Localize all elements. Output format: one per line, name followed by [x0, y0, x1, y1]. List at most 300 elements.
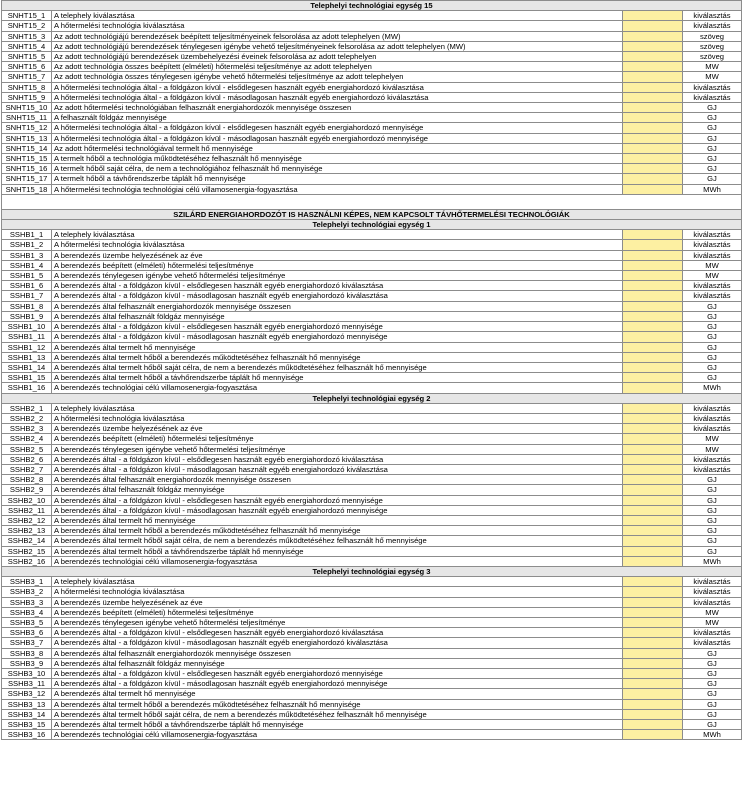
- row-unit: MW: [683, 271, 742, 281]
- value-input-cell[interactable]: [623, 587, 683, 597]
- form-sheet: [1, 0, 742, 740]
- table-row: [2, 515, 742, 525]
- row-code: SSHB3_2: [2, 587, 52, 597]
- table-row: [2, 607, 742, 617]
- row-description: A berendezés által termelt hőből a távhőrendszerbe táplált hő mennyisége: [52, 546, 623, 556]
- table-row: [2, 362, 742, 372]
- row-code: SNHT15_8: [2, 82, 52, 92]
- row-description: A hőtermelési technológia kiválasztása: [52, 240, 623, 250]
- table-row: [2, 260, 742, 270]
- row-code: SSHB1_9: [2, 311, 52, 321]
- row-code: SNHT15_6: [2, 62, 52, 72]
- row-description: A termelt hőből a technológia működtetéséhez felhasznált hő mennyisége: [52, 154, 623, 164]
- table-row: [2, 444, 742, 454]
- row-code: SNHT15_10: [2, 103, 52, 113]
- row-code: SSHB3_12: [2, 689, 52, 699]
- row-description: A berendezés által termelt hőből saját célra, de nem a berendezés működtetéséhez felhasznált hő mennyisége: [52, 536, 623, 546]
- row-description: A telephely kiválasztása: [52, 403, 623, 413]
- value-input-cell[interactable]: [623, 342, 683, 352]
- table-row: [2, 133, 742, 143]
- row-code: SSHB1_5: [2, 271, 52, 281]
- table-row: [2, 577, 742, 587]
- row-unit: GJ: [683, 720, 742, 730]
- row-code: SNHT15_15: [2, 154, 52, 164]
- row-unit: GJ: [683, 495, 742, 505]
- row-unit: kiválasztás: [683, 454, 742, 464]
- table-row: [2, 113, 742, 123]
- row-unit: GJ: [683, 475, 742, 485]
- row-description: A berendezés által - a földgázon kívül - másodlagosan használt egyéb energiahordozó mennyisége: [52, 332, 623, 342]
- table-row: [2, 536, 742, 546]
- row-description: A berendezés üzembe helyezésének az éve: [52, 597, 623, 607]
- row-unit: kiválasztás: [683, 291, 742, 301]
- row-description: A berendezés által termelt hőből a távhőrendszerbe táplált hő mennyisége: [52, 720, 623, 730]
- row-code: SSHB3_5: [2, 617, 52, 627]
- table-row: [2, 475, 742, 485]
- value-input-cell[interactable]: [623, 628, 683, 638]
- row-unit: GJ: [683, 342, 742, 352]
- table-row: [2, 143, 742, 153]
- row-unit: MW: [683, 62, 742, 72]
- table-row: [2, 82, 742, 92]
- row-description: A berendezés ténylegesen igénybe vehető hőtermelési teljesítménye: [52, 271, 623, 281]
- row-unit: kiválasztás: [683, 403, 742, 413]
- row-unit: kiválasztás: [683, 597, 742, 607]
- table-row: [2, 250, 742, 260]
- row-description: Az adott hőtermelési technológiában felhasznált energiahordozók mennyisége összesen: [52, 103, 623, 113]
- value-input-cell[interactable]: [623, 250, 683, 260]
- value-input-cell[interactable]: [623, 154, 683, 164]
- row-code: SNHT15_2: [2, 21, 52, 31]
- table-row: [2, 373, 742, 383]
- row-code: SSHB3_4: [2, 607, 52, 617]
- row-code: SSHB2_3: [2, 424, 52, 434]
- value-input-cell[interactable]: [623, 281, 683, 291]
- row-description: A berendezés által - a földgázon kívül - elsődlegesen használt egyéb energiahordozó kiválasztása: [52, 281, 623, 291]
- row-description: A berendezés által - a földgázon kívül - másodlagosan használt egyéb energiahordozó mennyisége: [52, 679, 623, 689]
- table-row: [2, 332, 742, 342]
- sheet-body: [2, 1, 742, 740]
- row-code: SSHB2_7: [2, 464, 52, 474]
- row-unit: kiválasztás: [683, 21, 742, 31]
- value-input-cell[interactable]: [623, 699, 683, 709]
- value-input-cell[interactable]: [623, 383, 683, 393]
- table-row: [2, 730, 742, 740]
- value-input-cell[interactable]: [623, 475, 683, 485]
- value-input-cell[interactable]: [623, 41, 683, 51]
- value-input-cell[interactable]: [623, 546, 683, 556]
- table-row: [2, 184, 742, 194]
- value-input-cell[interactable]: [623, 184, 683, 194]
- value-input-cell[interactable]: [623, 464, 683, 474]
- row-description: A hőtermelési technológia által - a földgázon kívül - másodlagosan használt egyéb energiahordozó kiválasztása: [52, 92, 623, 102]
- table-row: [2, 11, 742, 21]
- row-unit: GJ: [683, 689, 742, 699]
- table-row: [2, 154, 742, 164]
- row-description: A felhasznált földgáz mennyisége: [52, 113, 623, 123]
- row-unit: MWh: [683, 730, 742, 740]
- value-input-cell[interactable]: [623, 709, 683, 719]
- section-heading: Telephelyi technológiai egység 15: [2, 1, 742, 11]
- row-description: A berendezés által termelt hőből a berendezés működtetéséhez felhasznált hő mennyisége: [52, 352, 623, 362]
- value-input-cell[interactable]: [623, 322, 683, 332]
- row-code: SSHB3_1: [2, 577, 52, 587]
- value-input-cell[interactable]: [623, 444, 683, 454]
- row-code: SSHB1_16: [2, 383, 52, 393]
- row-code: SSHB1_2: [2, 240, 52, 250]
- value-input-cell[interactable]: [623, 291, 683, 301]
- row-code: SSHB1_6: [2, 281, 52, 291]
- row-code: SSHB3_8: [2, 648, 52, 658]
- table-row: [2, 322, 742, 332]
- table-row: [2, 92, 742, 102]
- row-description: A berendezés által - a földgázon kívül - elsődlegesen használt egyéb energiahordozó kiválasztása: [52, 454, 623, 464]
- row-code: SSHB3_15: [2, 720, 52, 730]
- block-title-row: [2, 209, 742, 219]
- row-description: A berendezés beépített (elméleti) hőtermelési teljesítménye: [52, 607, 623, 617]
- row-code: SSHB2_2: [2, 413, 52, 423]
- value-input-cell[interactable]: [623, 495, 683, 505]
- row-description: A berendezés által - a földgázon kívül - másodlagosan használt egyéb energiahordozó kiválasztása: [52, 638, 623, 648]
- row-unit: kiválasztás: [683, 82, 742, 92]
- row-description: A berendezés által - a földgázon kívül - elsődlegesen használt egyéb energiahordozó mennyisége: [52, 669, 623, 679]
- row-description: Az adott technológia összes beépített (elméleti) hőtermelési teljesítménye az adott telephelyen: [52, 62, 623, 72]
- row-unit: szöveg: [683, 52, 742, 62]
- row-unit: MW: [683, 72, 742, 82]
- row-unit: GJ: [683, 515, 742, 525]
- row-unit: GJ: [683, 332, 742, 342]
- row-code: SSHB2_14: [2, 536, 52, 546]
- row-description: A telephely kiválasztása: [52, 11, 623, 21]
- table-row: [2, 434, 742, 444]
- section-heading-row: [2, 220, 742, 230]
- value-input-cell[interactable]: [623, 123, 683, 133]
- row-unit: GJ: [683, 154, 742, 164]
- table-row: [2, 52, 742, 62]
- value-input-cell[interactable]: [623, 174, 683, 184]
- row-description: A berendezés által termelt hőből a berendezés működtetéséhez felhasznált hő mennyisége: [52, 526, 623, 536]
- row-description: Az adott technológiájú berendezések beépített teljesítményeinek felsorolása az adott telephelyen (MW): [52, 31, 623, 41]
- row-unit: MWh: [683, 556, 742, 566]
- row-description: A berendezés által - a földgázon kívül - másodlagosan használt egyéb energiahordozó kiválasztása: [52, 291, 623, 301]
- row-unit: GJ: [683, 709, 742, 719]
- row-description: A berendezés technológiai célú villamosenergia-fogyasztása: [52, 730, 623, 740]
- table-row: [2, 546, 742, 556]
- value-input-cell[interactable]: [623, 72, 683, 82]
- row-code: SSHB1_7: [2, 291, 52, 301]
- value-input-cell[interactable]: [623, 485, 683, 495]
- row-code: SSHB3_11: [2, 679, 52, 689]
- row-code: SSHB3_13: [2, 699, 52, 709]
- row-code: SNHT15_18: [2, 184, 52, 194]
- row-code: SSHB3_7: [2, 638, 52, 648]
- value-input-cell[interactable]: [623, 164, 683, 174]
- value-input-cell[interactable]: [623, 454, 683, 464]
- row-unit: MW: [683, 607, 742, 617]
- table-row: [2, 485, 742, 495]
- table-row: [2, 628, 742, 638]
- value-input-cell[interactable]: [623, 720, 683, 730]
- row-code: SNHT15_7: [2, 72, 52, 82]
- row-unit: kiválasztás: [683, 464, 742, 474]
- row-description: A berendezés által felhasznált földgáz mennyisége: [52, 485, 623, 495]
- value-input-cell[interactable]: [623, 607, 683, 617]
- value-input-cell[interactable]: [623, 577, 683, 587]
- value-input-cell[interactable]: [623, 11, 683, 21]
- row-code: SSHB2_10: [2, 495, 52, 505]
- row-unit: GJ: [683, 505, 742, 515]
- row-description: A berendezés által termelt hőből saját célra, de nem a berendezés működtetéséhez felhasznált hő mennyisége: [52, 709, 623, 719]
- row-code: SNHT15_11: [2, 113, 52, 123]
- value-input-cell[interactable]: [623, 62, 683, 72]
- row-unit: MWh: [683, 383, 742, 393]
- value-input-cell[interactable]: [623, 240, 683, 250]
- row-unit: GJ: [683, 699, 742, 709]
- table-row: [2, 505, 742, 515]
- row-code: SSHB1_4: [2, 260, 52, 270]
- value-input-cell[interactable]: [623, 658, 683, 668]
- row-description: A berendezés által termelt hő mennyisége: [52, 342, 623, 352]
- value-input-cell[interactable]: [623, 103, 683, 113]
- row-description: A berendezés technológiai célú villamosenergia-fogyasztása: [52, 383, 623, 393]
- row-unit: kiválasztás: [683, 230, 742, 240]
- row-unit: GJ: [683, 362, 742, 372]
- row-code: SNHT15_3: [2, 31, 52, 41]
- row-unit: GJ: [683, 648, 742, 658]
- row-description: A termelt hőből a távhőrendszerbe táplált hő mennyisége: [52, 174, 623, 184]
- table-row: [2, 164, 742, 174]
- row-unit: kiválasztás: [683, 424, 742, 434]
- row-code: SSHB1_15: [2, 373, 52, 383]
- value-input-cell[interactable]: [623, 271, 683, 281]
- row-unit: GJ: [683, 123, 742, 133]
- table-row: [2, 103, 742, 113]
- spacer-row: [2, 194, 742, 209]
- row-code: SNHT15_13: [2, 133, 52, 143]
- value-input-cell[interactable]: [623, 424, 683, 434]
- row-code: SSHB2_9: [2, 485, 52, 495]
- row-unit: GJ: [683, 322, 742, 332]
- row-description: A berendezés által felhasznált földgáz mennyisége: [52, 311, 623, 321]
- row-code: SSHB1_3: [2, 250, 52, 260]
- row-code: SSHB3_9: [2, 658, 52, 668]
- row-unit: GJ: [683, 352, 742, 362]
- table-row: [2, 31, 742, 41]
- value-input-cell[interactable]: [623, 301, 683, 311]
- table-row: [2, 281, 742, 291]
- value-input-cell[interactable]: [623, 82, 683, 92]
- row-unit: GJ: [683, 103, 742, 113]
- table-row: [2, 240, 742, 250]
- row-code: SSHB2_15: [2, 546, 52, 556]
- row-description: A berendezés által termelt hőből a távhőrendszerbe táplált hő mennyisége: [52, 373, 623, 383]
- value-input-cell[interactable]: [623, 373, 683, 383]
- section-heading-row: [2, 1, 742, 11]
- row-code: SNHT15_1: [2, 11, 52, 21]
- row-description: A hőtermelési technológia által - a földgázon kívül - másodlagosan használt egyéb energiahordozó mennyisége: [52, 133, 623, 143]
- row-description: A hőtermelési technológia kiválasztása: [52, 413, 623, 423]
- value-input-cell[interactable]: [623, 332, 683, 342]
- table-row: [2, 597, 742, 607]
- value-input-cell[interactable]: [623, 52, 683, 62]
- table-row: [2, 638, 742, 648]
- table-row: [2, 41, 742, 51]
- row-description: A berendezés technológiai célú villamosenergia-fogyasztása: [52, 556, 623, 566]
- table-row: [2, 311, 742, 321]
- row-code: SSHB1_14: [2, 362, 52, 372]
- table-row: [2, 617, 742, 627]
- table-row: [2, 342, 742, 352]
- value-input-cell[interactable]: [623, 648, 683, 658]
- row-unit: GJ: [683, 143, 742, 153]
- row-unit: GJ: [683, 658, 742, 668]
- row-code: SSHB2_6: [2, 454, 52, 464]
- value-input-cell[interactable]: [623, 515, 683, 525]
- block-title: SZILÁRD ENERGIAHORDOZÓT IS HASZNÁLNI KÉPES, NEM KAPCSOLT TÁVHŐTERMELÉSI TECHNOLÓGIÁK: [2, 209, 742, 219]
- row-description: A hőtermelési technológia kiválasztása: [52, 21, 623, 31]
- table-row: [2, 383, 742, 393]
- row-code: SSHB2_12: [2, 515, 52, 525]
- row-description: A berendezés által - a földgázon kívül - elsődlegesen használt egyéb energiahordozó mennyisége: [52, 322, 623, 332]
- value-input-cell[interactable]: [623, 143, 683, 153]
- table-row: [2, 301, 742, 311]
- row-description: A telephely kiválasztása: [52, 577, 623, 587]
- row-unit: GJ: [683, 113, 742, 123]
- row-code: SSHB1_12: [2, 342, 52, 352]
- table-row: [2, 62, 742, 72]
- row-code: SSHB1_1: [2, 230, 52, 240]
- value-input-cell[interactable]: [623, 362, 683, 372]
- row-unit: MW: [683, 444, 742, 454]
- value-input-cell[interactable]: [623, 730, 683, 740]
- table-row: [2, 413, 742, 423]
- value-input-cell[interactable]: [623, 505, 683, 515]
- section-heading: Telephelyi technológiai egység 2: [2, 393, 742, 403]
- row-unit: kiválasztás: [683, 11, 742, 21]
- value-input-cell[interactable]: [623, 434, 683, 444]
- row-unit: kiválasztás: [683, 628, 742, 638]
- section-heading-row: [2, 566, 742, 576]
- value-input-cell[interactable]: [623, 669, 683, 679]
- table-row: [2, 454, 742, 464]
- section-heading-row: [2, 393, 742, 403]
- row-unit: szöveg: [683, 41, 742, 51]
- table-row: [2, 72, 742, 82]
- table-row: [2, 230, 742, 240]
- row-code: SNHT15_17: [2, 174, 52, 184]
- row-code: SSHB3_3: [2, 597, 52, 607]
- row-description: A berendezés által - a földgázon kívül - elsődlegesen használt egyéb energiahordozó kiválasztása: [52, 628, 623, 638]
- row-description: Az adott technológia összes ténylegesen igénybe vehető hőtermelési teljesítménye az adott telephelyen: [52, 72, 623, 82]
- value-input-cell[interactable]: [623, 638, 683, 648]
- table-row: [2, 291, 742, 301]
- value-input-cell[interactable]: [623, 526, 683, 536]
- row-code: SSHB2_16: [2, 556, 52, 566]
- value-input-cell[interactable]: [623, 536, 683, 546]
- table-row: [2, 123, 742, 133]
- table-row: [2, 709, 742, 719]
- value-input-cell[interactable]: [623, 556, 683, 566]
- table-row: [2, 174, 742, 184]
- row-description: A berendezés által felhasznált energiahordozók mennyisége összesen: [52, 648, 623, 658]
- row-code: SSHB3_6: [2, 628, 52, 638]
- row-code: SNHT15_16: [2, 164, 52, 174]
- row-description: A berendezés ténylegesen igénybe vehető hőtermelési teljesítménye: [52, 444, 623, 454]
- row-description: A berendezés által felhasznált energiahordozók mennyisége összesen: [52, 301, 623, 311]
- row-description: A berendezés üzembe helyezésének az éve: [52, 424, 623, 434]
- table-row: [2, 403, 742, 413]
- section-heading: Telephelyi technológiai egység 1: [2, 220, 742, 230]
- value-input-cell[interactable]: [623, 311, 683, 321]
- row-description: A berendezés által termelt hő mennyisége: [52, 689, 623, 699]
- row-code: SSHB2_5: [2, 444, 52, 454]
- row-unit: GJ: [683, 174, 742, 184]
- row-code: SNHT15_12: [2, 123, 52, 133]
- value-input-cell[interactable]: [623, 403, 683, 413]
- row-unit: GJ: [683, 133, 742, 143]
- row-code: SSHB2_1: [2, 403, 52, 413]
- row-description: A hőtermelési technológia kiválasztása: [52, 587, 623, 597]
- value-input-cell[interactable]: [623, 92, 683, 102]
- value-input-cell[interactable]: [623, 352, 683, 362]
- table-row: [2, 352, 742, 362]
- row-code: SSHB2_4: [2, 434, 52, 444]
- section-heading: Telephelyi technológiai egység 3: [2, 566, 742, 576]
- value-input-cell[interactable]: [623, 113, 683, 123]
- row-code: SSHB3_10: [2, 669, 52, 679]
- row-code: SSHB3_14: [2, 709, 52, 719]
- value-input-cell[interactable]: [623, 133, 683, 143]
- value-input-cell[interactable]: [623, 597, 683, 607]
- row-description: A hőtermelési technológia technológiai célú villamosenergia-fogyasztása: [52, 184, 623, 194]
- row-unit: MW: [683, 434, 742, 444]
- row-code: SNHT15_14: [2, 143, 52, 153]
- row-code: SSHB2_11: [2, 505, 52, 515]
- row-unit: kiválasztás: [683, 413, 742, 423]
- value-input-cell[interactable]: [623, 679, 683, 689]
- row-description: A telephely kiválasztása: [52, 230, 623, 240]
- row-unit: GJ: [683, 526, 742, 536]
- row-code: SSHB1_10: [2, 322, 52, 332]
- row-description: A hőtermelési technológia által - a földgázon kívül - elsődlegesen használt egyéb energiahordozó mennyisége: [52, 123, 623, 133]
- value-input-cell[interactable]: [623, 413, 683, 423]
- table-row: [2, 658, 742, 668]
- value-input-cell[interactable]: [623, 689, 683, 699]
- table-row: [2, 464, 742, 474]
- row-code: SSHB2_13: [2, 526, 52, 536]
- row-unit: kiválasztás: [683, 92, 742, 102]
- row-description: A hőtermelési technológia által - a földgázon kívül - elsődlegesen használt egyéb energiahordozó kiválasztása: [52, 82, 623, 92]
- row-unit: GJ: [683, 679, 742, 689]
- table-row: [2, 495, 742, 505]
- table-row: [2, 720, 742, 730]
- row-description: A berendezés üzembe helyezésének az éve: [52, 250, 623, 260]
- value-input-cell[interactable]: [623, 21, 683, 31]
- value-input-cell[interactable]: [623, 230, 683, 240]
- row-code: SSHB1_11: [2, 332, 52, 342]
- table-row: [2, 669, 742, 679]
- row-unit: GJ: [683, 301, 742, 311]
- table-row: [2, 424, 742, 434]
- value-input-cell[interactable]: [623, 260, 683, 270]
- row-code: SSHB3_16: [2, 730, 52, 740]
- row-code: SSHB1_8: [2, 301, 52, 311]
- row-description: A berendezés által felhasznált földgáz mennyisége: [52, 658, 623, 668]
- row-description: A berendezés által termelt hőből saját célra, de nem a berendezés működtetéséhez felhasznált hő mennyisége: [52, 362, 623, 372]
- table-row: [2, 526, 742, 536]
- value-input-cell[interactable]: [623, 31, 683, 41]
- value-input-cell[interactable]: [623, 617, 683, 627]
